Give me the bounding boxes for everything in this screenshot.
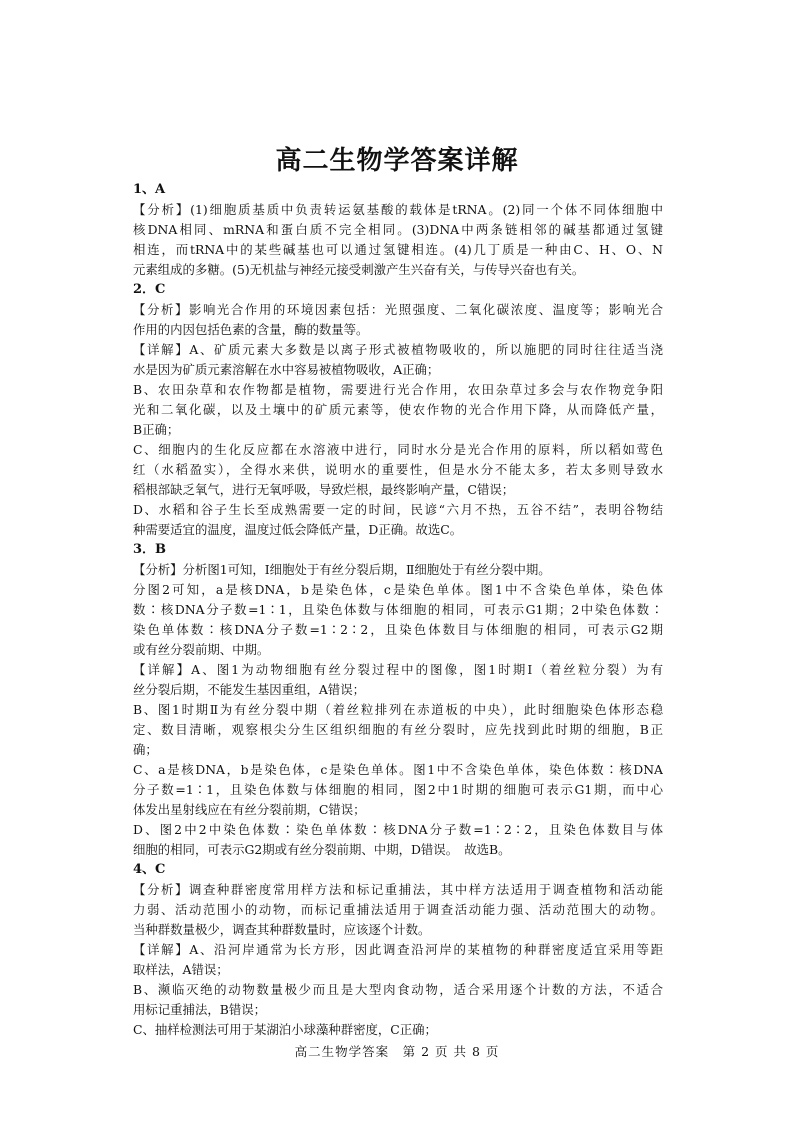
text-line: B、濒临灭绝的动物数量极少而且是大型肉食动物，适合采用逐个计数的方法，不适合 bbox=[133, 982, 663, 997]
text-line: 水是因为矿质元素溶解在水中容易被植物吸收，A正确； bbox=[133, 362, 440, 377]
text-line: D、图2中2中染色体数∶染色单体数∶核DNA分子数=1∶2∶2，且染色体数目与体 bbox=[133, 822, 663, 837]
text-line: 【详解】A、图1为动物细胞有丝分裂过程中的图像，图1时期Ⅰ（着丝粒分裂）为有 bbox=[133, 662, 663, 677]
text-line: 【分析】调查种群密度常用样方法和标记重捕法，其中样方法适用于调查植物和活动能 bbox=[133, 882, 663, 897]
text-line: 【详解】A、沿河岸通常为长方形，因此调查沿河岸的某植物的种群密度适宜采用等距 bbox=[133, 942, 663, 957]
text-line: D、水稻和谷子生长至成熟需要一定的时间，民谚“六月不热，五谷不结”，表明谷物结 bbox=[133, 502, 663, 517]
text-line: 相连，而tRNA中的某些碱基也可以通过氢键相连。(4)几丁质是一种由C、H、O、N bbox=[133, 242, 663, 257]
text-line: 用标记重捕法，B错误； bbox=[133, 1002, 267, 1017]
text-line: 细胞的相同，可表示G2期或有丝分裂前期、中期，D错误。 故选B。 bbox=[133, 842, 511, 857]
text-line: B正确； bbox=[133, 422, 180, 437]
text-line: 体发出星射线应在有丝分裂前期，C错误； bbox=[133, 802, 366, 817]
text-line: 力弱、活动范围小的动物，而标记重捕法适用于调查活动能力强、活动范围大的动物。 bbox=[133, 902, 663, 917]
text-line: 作用的内因包括色素的含量，酶的数量等。 bbox=[133, 322, 369, 337]
page-footer: 高二生物学答案 第 2 页 共 8 页 bbox=[294, 1044, 500, 1059]
text-line: C、细胞内的生化反应都在水溶液中进行，同时水分是光合作用的原料，所以稻如莺色 bbox=[133, 442, 663, 457]
text-line: 染色单体数∶核DNA分子数=1∶2∶2，且染色体数目与体细胞的相同，可表示G2期 bbox=[133, 622, 663, 637]
question-number: 3．B bbox=[133, 542, 167, 557]
text-line: B、农田杂草和农作物都是植物，需要进行光合作用，农田杂草过多会与农作物竞争阳 bbox=[133, 382, 663, 397]
text-line: 红（水稻盈实），全得水来供，说明水的重要性，但是水分不能太多，若太多则导致水 bbox=[133, 462, 663, 477]
page-title: 高二生物学答案详解 bbox=[275, 146, 519, 176]
text-line: 当种群数量极少，调查其种群数量时，应该逐个计数。 bbox=[133, 922, 431, 937]
answer-body bbox=[133, 180, 663, 1040]
text-line: 【详解】A、矿质元素大多数是以离子形式被植物吸收的，所以施肥的同时往往适当浇 bbox=[133, 342, 663, 357]
text-line: 【分析】分析图1可知，Ⅰ细胞处于有丝分裂后期，Ⅱ细胞处于有丝分裂中期。 bbox=[133, 562, 551, 577]
text-line: 光和二氧化碳，以及土壤中的矿质元素等，使农作物的光合作用下降，从而降低产量， bbox=[133, 402, 663, 417]
text-line: B、图1时期Ⅱ为有丝分裂中期（着丝粒排列在赤道板的中央），此时细胞染色体形态稳 bbox=[133, 702, 663, 717]
text-line: 分子数=1∶1，且染色体数与体细胞的相同，图2中1时期的细胞可表示G1期，而中心 bbox=[133, 782, 663, 797]
text-line: 稻根部缺乏氧气，进行无氧呼吸，导致烂根，最终影响产量，C错误； bbox=[133, 482, 515, 497]
text-line: C、a是核DNA，b是染色体，c是染色单体。图1中不含染色单体，染色体数∶核DNA bbox=[133, 762, 663, 777]
text-line: 或有丝分裂前期、中期。 bbox=[133, 642, 270, 657]
text-line: 数∶核DNA分子数=1∶1，且染色体数与体细胞的相同，可表示G1期；2中染色体数∶ bbox=[133, 602, 663, 617]
text-line: 确； bbox=[133, 742, 158, 757]
text-line: C、抽样检测法可用于某湖泊小球藻种群密度，C正确； bbox=[133, 1022, 437, 1037]
text-line: 【分析】(1)细胞质基质中负责转运氨基酸的载体是tRNA。(2)同一个体不同体细胞中 bbox=[133, 202, 663, 217]
text-line: 核DNA相同、mRNA和蛋白质不完全相同。(3)DNA中两条链相邻的碱基都通过氢键 bbox=[133, 222, 663, 237]
text-line: 元素组成的多糖。(5)无机盐与神经元接受刺激产生兴奋有关，与传导兴奋也有关。 bbox=[133, 262, 585, 277]
text-line: 分图2可知，a是核DNA，b是染色体，c是染色单体。图1中不含染色单体，染色体 bbox=[133, 582, 663, 597]
text-line: 丝分裂后期，不能发生基因重组，A错误； bbox=[133, 682, 365, 697]
question-number: 2．C bbox=[133, 282, 166, 297]
text-line: 种需要适宜的温度，温度过低会降低产量，D正确。故选C。 bbox=[133, 522, 463, 537]
text-line: 定、数目清晰，观察根尖分生区组织细胞的有丝分裂时，应先找到此时期的细胞，B正 bbox=[133, 722, 663, 737]
text-line: 【分析】影响光合作用的环境因素包括：光照强度、二氧化碳浓度、温度等；影响光合 bbox=[133, 302, 663, 317]
question-number: 1、A bbox=[133, 182, 166, 197]
text-line: 取样法，A错误； bbox=[133, 962, 229, 977]
question-number: 4、C bbox=[133, 862, 166, 877]
